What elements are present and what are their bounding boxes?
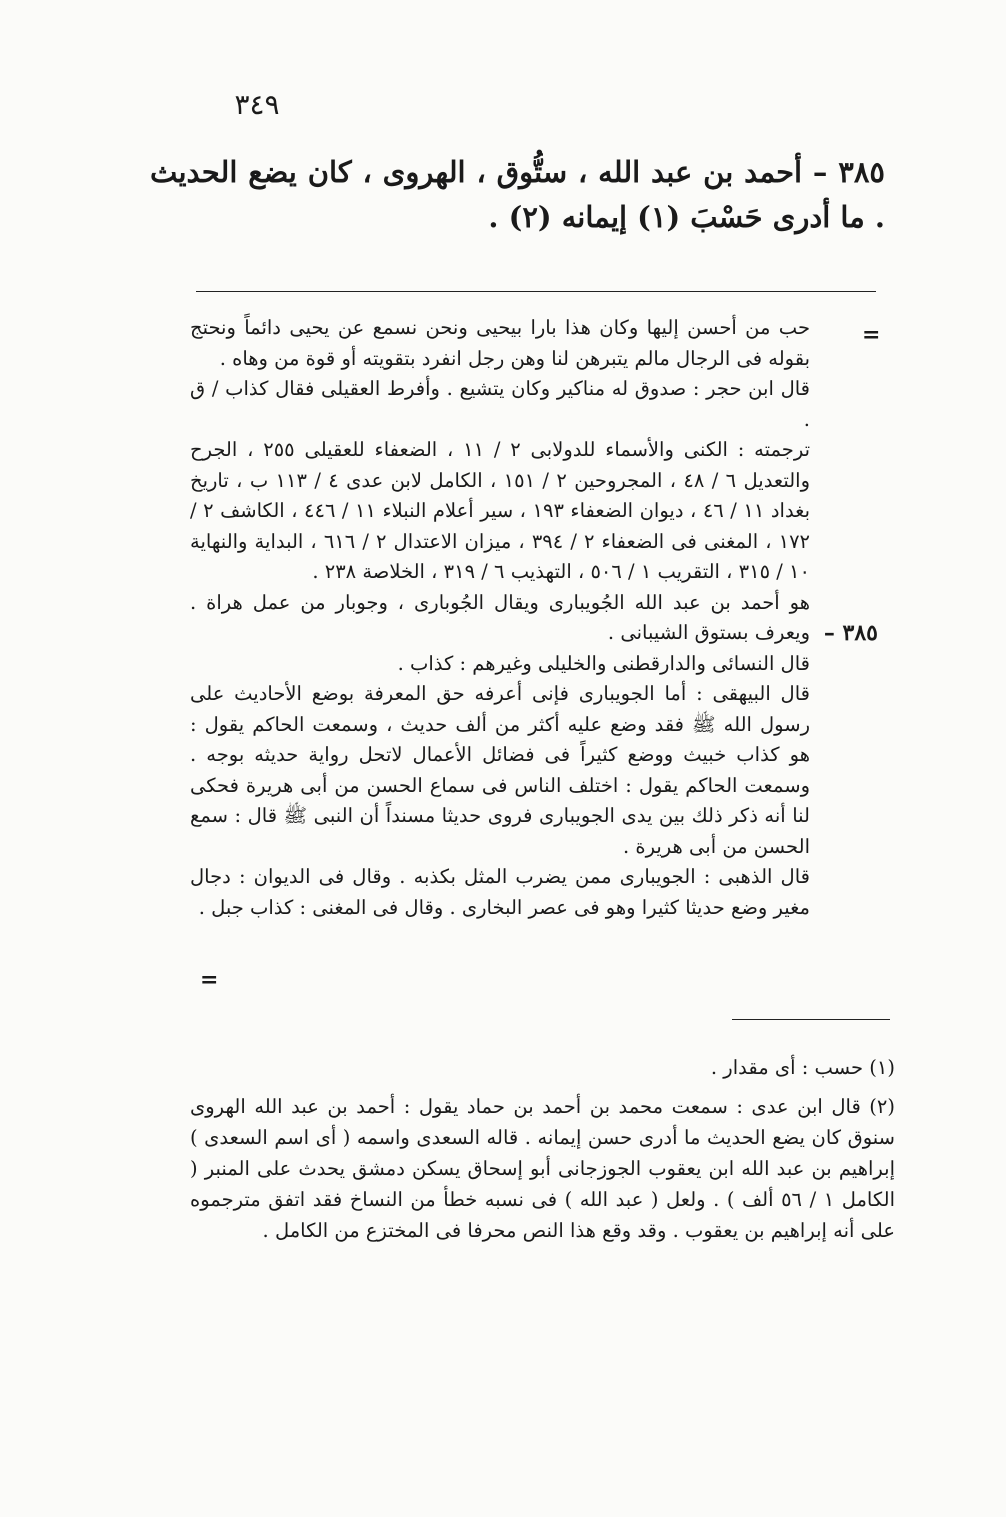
note-entry-number: ٣٨٥ – (823, 620, 878, 646)
note-entry-paragraph: هو أحمد بن عبد الله الجُويبارى ويقال الجُوبارى ، وجوبار من عمل هراة . ويعرف بستوق الشيبانى . (190, 590, 810, 644)
page-number: ٣٤٩ (234, 88, 280, 121)
footnote: (٢) قال ابن عدى : سمعت محمد بن أحمد بن حماد يقول : أحمد بن عبد الله الهروى سنوق كان يضع الحديث ما أدرى حسن إيمانه . قاله السعدى واسمه ( أى اسم السعدى ) إبراهيم بن عبد الله ابن يعقوب الجوزجانى أبو إسحاق يسكن دمشق يحدث على المنبر ( الكامل ١ / ٥٦ ألف ) . ولعل ( عبد الله ) فى نسبه خطأ من النساخ فقد اتفق مترجموه على أنه إبراهيم بن يعقوب . وقد وقع هذا النص محرفا فى المختزع من الكامل . (190, 1095, 895, 1242)
note-entry-paragraph: قال الذهبى : الجويبارى ممن يضرب المثل بكذبه . وقال فى الديوان : دجال مغير وضع حديثا كثيرا وهو فى عصر البخارى . وقال فى المغنى : كذاب جبل . (190, 865, 810, 919)
main-entry-text: – أحمد بن عبد الله ، ستُّوق ، الهروى ، كان يضع الحديث . ما أدرى حَسْبَ (١) إيمانه (٢) . (150, 155, 885, 234)
footnote-rule (732, 1019, 890, 1020)
note-paragraph: ترجمته : الكنى والأسماء للدولابى ٢ / ١١ ، الضعفاء للعقيلى ٢٥٥ ، الجرح والتعديل ٦ / ٤٨ ، المجروحين ٢ / ١٥١ ، الكامل لابن عدى ٤ / ١١٣ ب ، تاريخ بغداد ١١ / ٤٦ ، ديوان الضعفاء ١٩٣ ، سير أعلام النبلاء ١١ / ٤٤٦ ، الكاشف ٢ / ١٧٢ ، المغنى فى الضعفاء ٢ / ٣٩٤ ، ميزان الاعتدال ٢ / ٦١٦ ، البداية والنهاية ١٠ / ٣١٥ ، التقريب ١ / ٥٠٦ ، التهذيب ٦ / ٣١٩ ، الخلاصة ٢٣٨ . (190, 438, 811, 583)
note-entry-paragraph: قال البيهقى : أما الجويبارى فإنى أعرفه حق المعرفة بوضع الأحاديث على رسول الله ﷺ فقد وضع عليه أكثر من ألف حديث ، وسمعت الحاكم يقول : هو كذاب خبيث ووضع كثيراً فى فضائل الأعمال لاتحل رواية حديثه بوجه . وسمعت الحاكم يقول : اختلف الناس فى سماع الحسن من أبى هريرة فحكى لنا أنه ذكر ذلك بين يدى الجويبارى فروى حديثا مسنداً أن النبى ﷺ قال : سمع الحسن من أبى هريرة . (190, 682, 810, 858)
footnotes-block (190, 1052, 895, 1254)
note-entry-paragraph: قال النسائى والدارقطنى والخليلى وغيرهم : كذاب . (397, 651, 810, 675)
footnote: (١) حسب : أى مقدار . (710, 1056, 895, 1079)
separator-rule (196, 291, 876, 292)
note-paragraph: قال ابن حجر : صدوق له مناكير وكان يتشيع . وأفرط العقيلى فقال كذاب / ق . (190, 377, 810, 431)
note-paragraph: حب من أحسن إليها وكان هذا بارا بيحيى ونحن نسمع عن يحيى دائماً ونحتج بقوله فى الرجال مالم يتبرهن لنا وهن رجل انفرد بتقويته أو قوة من وهاه . (190, 316, 810, 370)
main-entry-number: ٣٨٥ (838, 155, 885, 189)
notes-block (190, 313, 810, 923)
main-entry (150, 150, 885, 240)
continuation-mark-bottom: = (200, 967, 219, 993)
continuation-mark-top: = (862, 322, 881, 348)
